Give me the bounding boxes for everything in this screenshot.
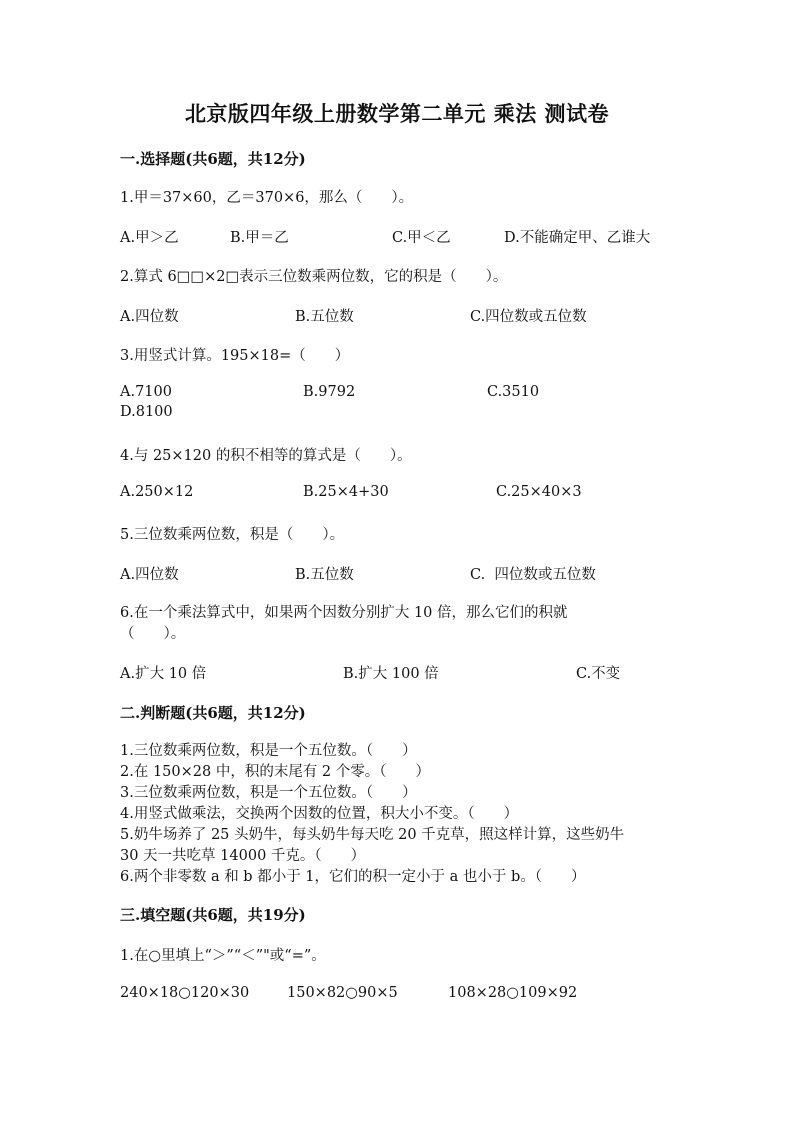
- question-4-option-a: A.250×12: [120, 484, 194, 500]
- judgement-item-6: 6.两个非零数 a 和 b 都小于 1，它们的积一定小于 a 也小于 b。（ ）: [120, 869, 586, 885]
- question-1-option-a: A.甲＞乙: [120, 230, 179, 246]
- question-5-option-b: B.五位数: [295, 567, 354, 583]
- question-3-stem: 3.用竖式计算。195×18=（ ）: [120, 348, 350, 364]
- section-heading-choice: 一.选择题(共6题，共12分): [120, 150, 306, 168]
- fill-item-3: 108×28○109×92: [448, 985, 578, 1001]
- judgement-item-4: 4.用竖式做乘法，交换两个因数的位置，积大小不变。（ ）: [120, 806, 519, 822]
- question-5-option-c: C. 四位数或五位数: [470, 567, 596, 583]
- question-2-option-b: B.五位数: [295, 309, 354, 325]
- fill-item-2: 150×82○90×5: [287, 985, 398, 1001]
- question-1-stem: 1.甲＝37×60，乙＝370×6，那么（ ）。: [120, 190, 414, 206]
- question-6-option-a: A.扩大 10 倍: [120, 666, 207, 682]
- question-1-option-b: B.甲＝乙: [230, 230, 289, 246]
- question-1-option-c: C.甲＜乙: [392, 230, 451, 246]
- section-heading-judgement: 二.判断题(共6题，共12分): [120, 704, 306, 722]
- judgement-item-3: 3.三位数乘两位数，积是一个五位数。（ ）: [120, 785, 417, 801]
- judgement-item-1: 1.三位数乘两位数，积是一个五位数。（ ）: [120, 743, 417, 759]
- question-6-stem-line2: （ ）。: [120, 626, 186, 642]
- question-3-option-c: C.3510: [487, 384, 540, 400]
- question-6-option-c: C.不变: [576, 666, 621, 682]
- judgement-item-5-line1: 5.奶牛场养了 25 头奶牛，每头奶牛每天吃 20 千克草，照这样计算，这些奶牛: [120, 827, 625, 843]
- judgement-item-5-line2: 30 天一共吃草 14000 千克。（ ）: [120, 848, 366, 864]
- question-4-option-c: C.25×40×3: [496, 484, 582, 500]
- fill-item-1: 240×18○120×30: [120, 985, 250, 1001]
- question-2-stem: 2.算式 6□□×2□表示三位数乘两位数，它的积是（ ）。: [120, 269, 508, 285]
- question-3-option-b: B.9792: [303, 384, 356, 400]
- question-5-option-a: A.四位数: [120, 567, 179, 583]
- question-1-option-d: D.不能确定甲、乙谁大: [504, 230, 651, 246]
- question-5-stem: 5.三位数乘两位数，积是（ ）。: [120, 527, 345, 543]
- question-6-option-b: B.扩大 100 倍: [343, 666, 439, 682]
- page-title: 北京版四年级上册数学第二单元 乘法 测试卷: [184, 101, 610, 126]
- question-2-option-c: C.四位数或五位数: [470, 309, 587, 325]
- section-heading-fill: 三.填空题(共6题，共19分): [120, 906, 306, 924]
- question-3-option-a: A.7100: [120, 384, 172, 400]
- question-4-stem: 4.与 25×120 的积不相等的算式是（ ）。: [120, 448, 412, 464]
- question-6-stem-line1: 6.在一个乘法算式中，如果两个因数分别扩大 10 倍，那么它们的积就: [120, 605, 568, 621]
- judgement-item-2: 2.在 150×28 中，积的末尾有 2 个零。（ ）: [120, 764, 431, 780]
- fill-question-1-stem: 1.在○里填上“＞”“＜”"或“=”。: [120, 948, 326, 964]
- question-3-option-d: D.8100: [120, 404, 173, 420]
- question-2-option-a: A.四位数: [120, 309, 179, 325]
- question-4-option-b: B.25×4+30: [303, 484, 389, 500]
